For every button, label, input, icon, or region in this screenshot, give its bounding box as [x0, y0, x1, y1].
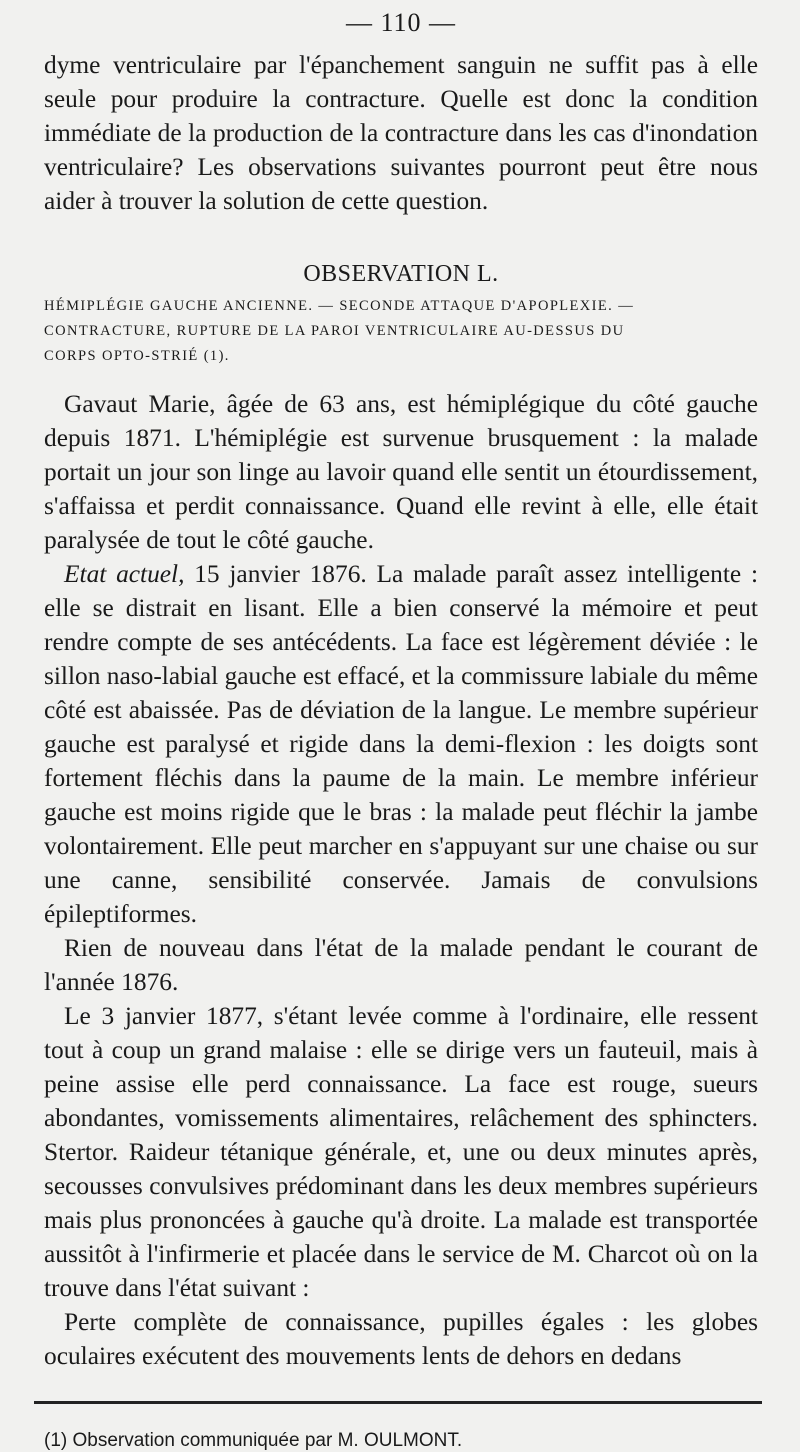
subtitle-line-3: CORPS OPTO-STRIÉ (1).: [44, 348, 230, 364]
observation-title: OBSERVATION L.: [303, 261, 499, 287]
paragraph-history: Gavaut Marie, âgée de 63 ans, est hémiplégique du côté gauche depuis 1871. L'hémiplégie est survenue brusquement : la malade portait un jour son linge au lavoir quand elle sentit un étourdissement, s'affaissa et perdit connaissance. Quand elle revint à elle, elle était paralysée de tout le côté gauche.: [44, 390, 758, 554]
paragraph-current-state: [44, 557, 758, 931]
footnote: (1) Observation communiquée par M. OULMONT.: [44, 1430, 463, 1451]
paragraph-symptoms: Perte complète de connaissance, pupilles égales : les globes oculaires exécutent des mouvements lents de dehors en dedans: [44, 1308, 758, 1370]
page-number: — 110 —: [345, 8, 457, 37]
paragraph-attack: Le 3 janvier 1877, s'étant levée comme à l'ordinaire, elle ressent tout à coup un grand malaise : elle se dirige vers un fauteuil, mais à peine assise elle perd connaissance. La face est rouge, sueurs abondantes, vomissements alimentaires, relâchement des sphincters. Stertor. Raideur tétanique générale, et, une ou deux minutes après, secousses convulsives prédominant dans les deux membres supérieurs mais plus prononcées à gauche qu'à droite. La malade est transportée aussitôt à l'infirmerie et placée dans le service de M. Charcot où on la trouve dans l'état suivant :: [44, 1002, 758, 1302]
observation-subtitle: [44, 294, 758, 369]
footnote-divider: [34, 1401, 762, 1404]
subtitle-line-1: HÉMIPLÉGIE GAUCHE ANCIENNE. — SECONDE ATTAQUE D'APOPLEXIE. —: [44, 298, 635, 314]
paragraph-year-1876: Rien de nouveau dans l'état de la malade pendant le courant de l'année 1876.: [44, 934, 758, 996]
subtitle-line-2: CONTRACTURE, RUPTURE DE LA PAROI VENTRICULAIRE AU-DESSUS DU: [44, 323, 625, 339]
current-state-text: 15 janvier 1876. La malade paraît assez intelligente : elle se distrait en lisant. Elle a bien conservé la mémoire et peut rendre compte de ses antécédents. La face est légèrement déviée : le sillon naso-labial gauche est effacé, et la commissure labiale du même côté est abaissée. Pas de déviation de la langue. Le membre supérieur gauche est paralysé et rigide dans la demi-flexion : les doigts sont fortement fléchis dans la paume de la main. Le membre inférieur gauche est moins rigide que le bras : la malade peut fléchir la jambe volontairement. Elle peut marcher en s'appuyant sur une chaise ou sur une canne, sensibilité conservée. Jamais de convulsions épileptiformes.: [44, 560, 758, 928]
current-state-label: Etat actuel,: [64, 560, 185, 588]
intro-paragraph: dyme ventriculaire par l'épanchement sanguin ne suffit pas à elle seule pour produire la contracture. Quelle est donc la condition immédiate de la production de la contracture dans les cas d'inondation ventriculaire? Les observations suivantes pourront peut être nous aider à trouver la solution de cette question.: [44, 51, 758, 215]
